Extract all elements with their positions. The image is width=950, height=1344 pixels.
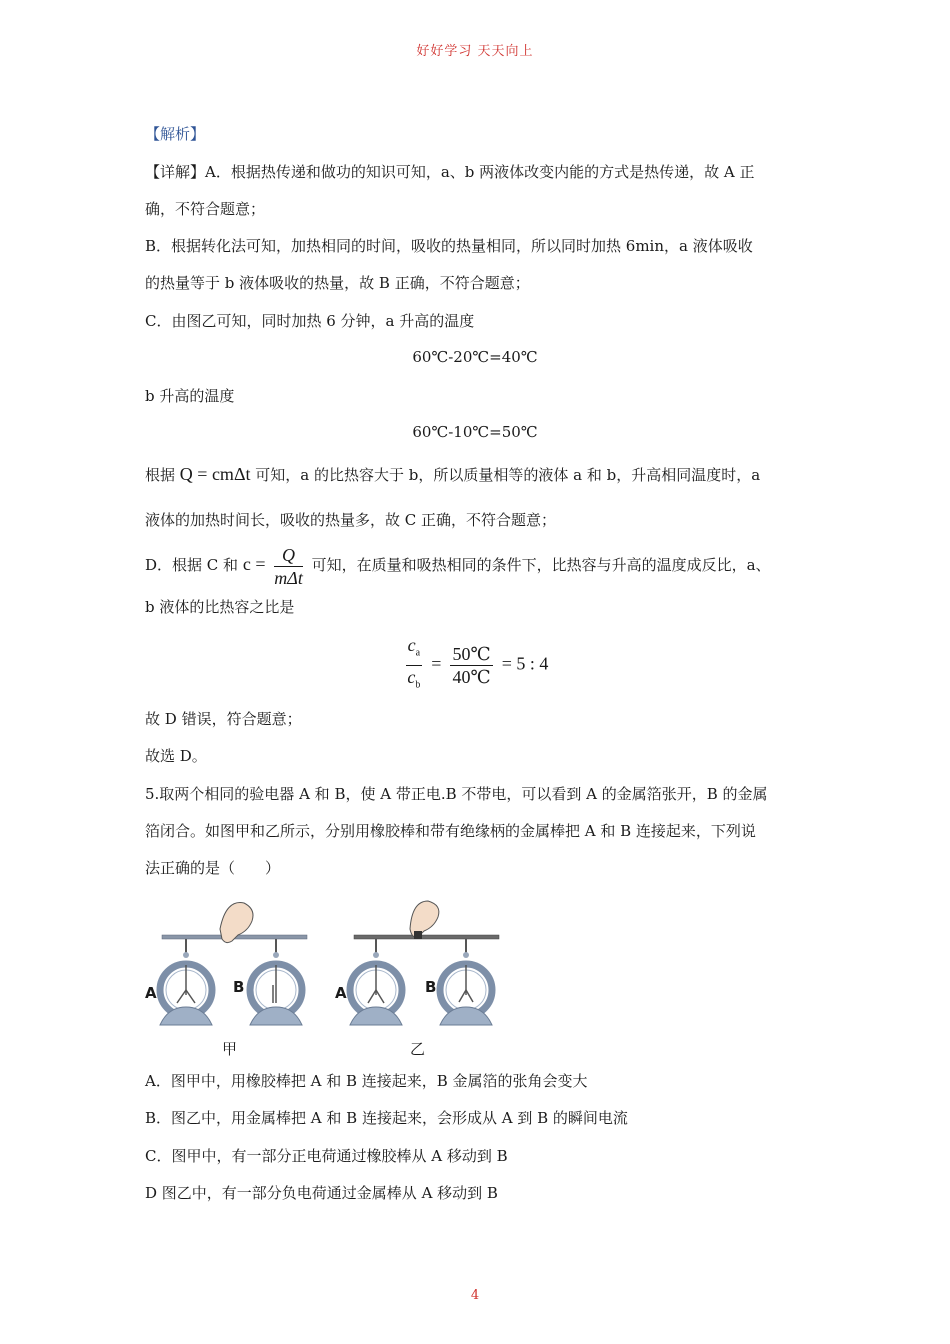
label-a: A — [335, 984, 347, 1002]
setup-jia — [160, 903, 307, 1025]
electroscope-b — [440, 939, 492, 1025]
formula-q: Q = cmΔt — [179, 464, 251, 484]
option-a: A．图甲中，用橡胶棒把 A 和 B 连接起来，B 金属箔的张角会变大 — [145, 1072, 588, 1090]
text-line-formula — [145, 542, 771, 589]
text-line: B．根据转化法可知，加热相同的时间，吸收的热量相同，所以同时加热 6min，a 液体吸收 — [145, 237, 753, 255]
equation-1: 60℃-20℃=40℃ — [412, 348, 538, 366]
electroscope-a — [350, 939, 402, 1025]
text-line: 液体的加热时间长，吸收的热量多，故 C 正确，不符合题意； — [145, 511, 557, 529]
ratio-result: = 5 : 4 — [501, 653, 549, 674]
text-fragment: 可知，在质量和吸热相同的条件下，比热容与升高的温度成反比，a、 — [311, 556, 771, 574]
symbol-c: c — [407, 666, 416, 687]
equation-3: $\frac{c_a}{c_b}$ = $\frac{50℃}{40℃}$ = 5 : 4 — [0, 634, 950, 696]
text-fragment: 根据 — [145, 466, 176, 484]
text-line: 的热量等于 b 液体吸收的热量，故 B 正确，不符合题意； — [145, 274, 530, 292]
question-text: 箔闭合。如图甲和乙所示，分别用橡胶棒和带有绝缘柄的金属棒把 A 和 B 连接起来，下列说 — [145, 822, 756, 840]
metal-rod — [354, 935, 499, 939]
option-c: C．图甲中，有一部分正电荷通过橡胶棒从 A 移动到 B — [145, 1147, 508, 1165]
fraction-numerator: Q — [274, 544, 303, 567]
text-line: 故选 D。 — [145, 747, 207, 765]
formula-c: c = — [242, 554, 266, 574]
fraction-denominator: mΔt — [274, 567, 303, 588]
subscript-b: b — [415, 679, 421, 691]
insulating-handle — [414, 931, 422, 939]
equation-2: 60℃-10℃=50℃ — [412, 423, 538, 441]
electroscope-b — [250, 939, 302, 1025]
electroscope-figure — [140, 895, 520, 1060]
caption-jia: 甲 — [222, 1040, 238, 1058]
label-b: B — [233, 978, 245, 996]
label-b: B — [425, 978, 437, 996]
text-line: 【详解】A．根据热传递和做功的知识可知，a、b 两液体改变内能的方式是热传递，故 A 正 — [145, 163, 755, 181]
question-text: 法正确的是（ ） — [145, 859, 281, 877]
text-line: b 升高的温度 — [145, 387, 235, 405]
option-b: B．图乙中，用金属棒把 A 和 B 连接起来，会形成从 A 到 B 的瞬间电流 — [145, 1109, 628, 1127]
option-d: D 图乙中，有一部分负电荷通过金属棒从 A 移动到 B — [145, 1184, 498, 1202]
text-line: 确，不符合题意； — [145, 200, 266, 218]
subscript-a: a — [415, 647, 421, 659]
page-header: 好好学习 天天向上 — [416, 44, 534, 59]
question-text: 5.取两个相同的验电器 A 和 B，使 A 带正电.B 不带电，可以看到 A 的金属箔张开，B 的金属 — [145, 785, 768, 803]
caption-yi: 乙 — [410, 1040, 426, 1058]
temperature-fraction — [450, 643, 492, 688]
text-line: b 液体的比热容之比是 — [145, 598, 295, 616]
electroscope-a — [160, 939, 212, 1025]
fraction-denominator: 40℃ — [452, 666, 491, 687]
page-number: 4 — [470, 1288, 480, 1303]
text-fragment: D．根据 C 和 — [145, 556, 239, 574]
symbol-c: c — [407, 635, 416, 655]
ratio-fraction — [406, 634, 422, 696]
text-line: 故 D 错误，符合题意； — [145, 710, 302, 728]
label-a: A — [145, 984, 157, 1002]
text-line-formula — [145, 464, 760, 485]
text-fragment: 可知，a 的比热容大于 b，所以质量相等的液体 a 和 b，升高相同温度时，a — [255, 466, 761, 484]
text-line: C．由图乙可知，同时加热 6 分钟，a 升高的温度 — [145, 312, 475, 330]
fraction — [274, 544, 303, 589]
fraction-numerator: 50℃ — [452, 643, 491, 664]
section-title: 【解析】 — [145, 125, 206, 143]
setup-yi — [350, 901, 499, 1025]
